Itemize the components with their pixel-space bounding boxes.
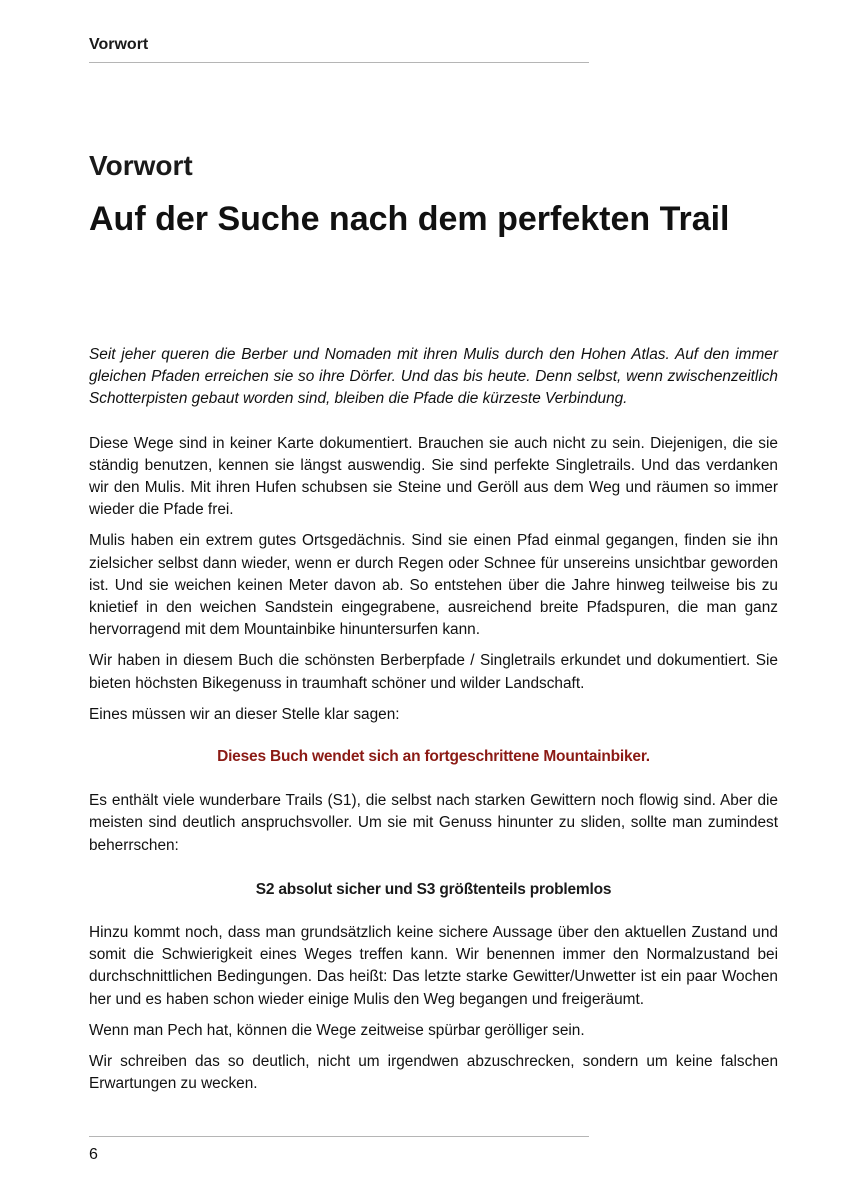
paragraph-3: Wir haben in diesem Buch die schönsten Berberpfade / Singletrails erkundet und dokumentiert. Sie bieten höchsten Bikegenuss in traumhaft schöner und wilder Landschaft. xyxy=(89,652,778,692)
skill-callout: S2 absolut sicher und S3 größtenteils problemlos xyxy=(255,880,612,898)
paragraph-7: Wenn man Pech hat, können die Wege zeitweise spürbar gerölliger sein. xyxy=(89,1021,585,1039)
intro-paragraph: Seit jeher queren die Berber und Nomaden mit ihren Mulis durch den Hohen Atlas. Auf den immer gleichen Pfaden erreichen sie so ihre Dörfer. Und das bis heute. Denn selbst, wenn zwischenzeitlich Schotterpisten gebaut worden sind, bleiben die Pfade die kürzeste Verbindung. xyxy=(89,346,778,408)
warning-callout: Dieses Buch wendet sich an fortgeschrittene Mountainbiker. xyxy=(217,748,650,766)
chapter-label: Vorwort xyxy=(89,150,193,181)
paragraph-5: Es enthält viele wunderbare Trails (S1), die selbst nach starken Gewittern noch flowig sind. Aber die meisten sind deutlich anspruchsvoller. Um sie mit Genuss hinunter zu sliden, sollte man zumindest beherrschen: xyxy=(89,792,778,854)
running-header: Vorwort xyxy=(89,36,149,53)
chapter-title: Auf der Suche nach dem perfekten Trail xyxy=(89,200,730,238)
paragraph-2: Mulis haben ein extrem gutes Ortsgedächnis. Sind sie einen Pfad einmal gegangen, finden sie ihn zielsicher selbst dann wieder, wenn er durch Regen oder Schnee für unsereins unsichtbar geworden ist. Und sie weichen keinen Meter davon ab. So entstehen über die Jahre hinweg teilweise bis zu knietief in den weichen Sandstein eingegrabene, ausreichend breite Pfadspuren, die man ganz hervorragend mit dem Mountainbike hinuntersurfen kann. xyxy=(89,532,778,639)
paragraph-6: Hinzu kommt noch, dass man grundsätzlich keine sichere Aussage über den aktuellen Zustand und somit die Schwierigkeit eines Weges treffen kann. Wir benennen immer den Normalzustand bei durchschnittlichen Bedingungen. Das heißt: Das letzte starke Gewitter/Unwetter ist ein paar Wochen her und es haben schon wieder einige Mulis den Weg begangen und freigeräumt. xyxy=(89,924,778,1008)
body-text xyxy=(89,344,778,1104)
paragraph-4: Eines müssen wir an dieser Stelle klar sagen: xyxy=(89,705,400,723)
paragraph-1: Diese Wege sind in keiner Karte dokumentiert. Brauchen sie auch nicht zu sein. Diejenigen, die sie ständig benutzen, kennen sie längst auswendig. Sie sind perfekte Singletrails. Und das verdanken wir den Mulis. Mit ihren Hufen schubsen sie Steine und Geröll aus dem Weg und räumen so immer wieder die Pfade frei. xyxy=(89,434,778,519)
footer-divider xyxy=(89,1136,589,1137)
paragraph-8: Wir schreiben das so deutlich, nicht um irgendwen abzuschrecken, sondern um keine falschen Erwartungen zu wecken. xyxy=(89,1053,778,1093)
page-number: 6 xyxy=(89,1146,98,1163)
header-divider xyxy=(89,62,589,63)
